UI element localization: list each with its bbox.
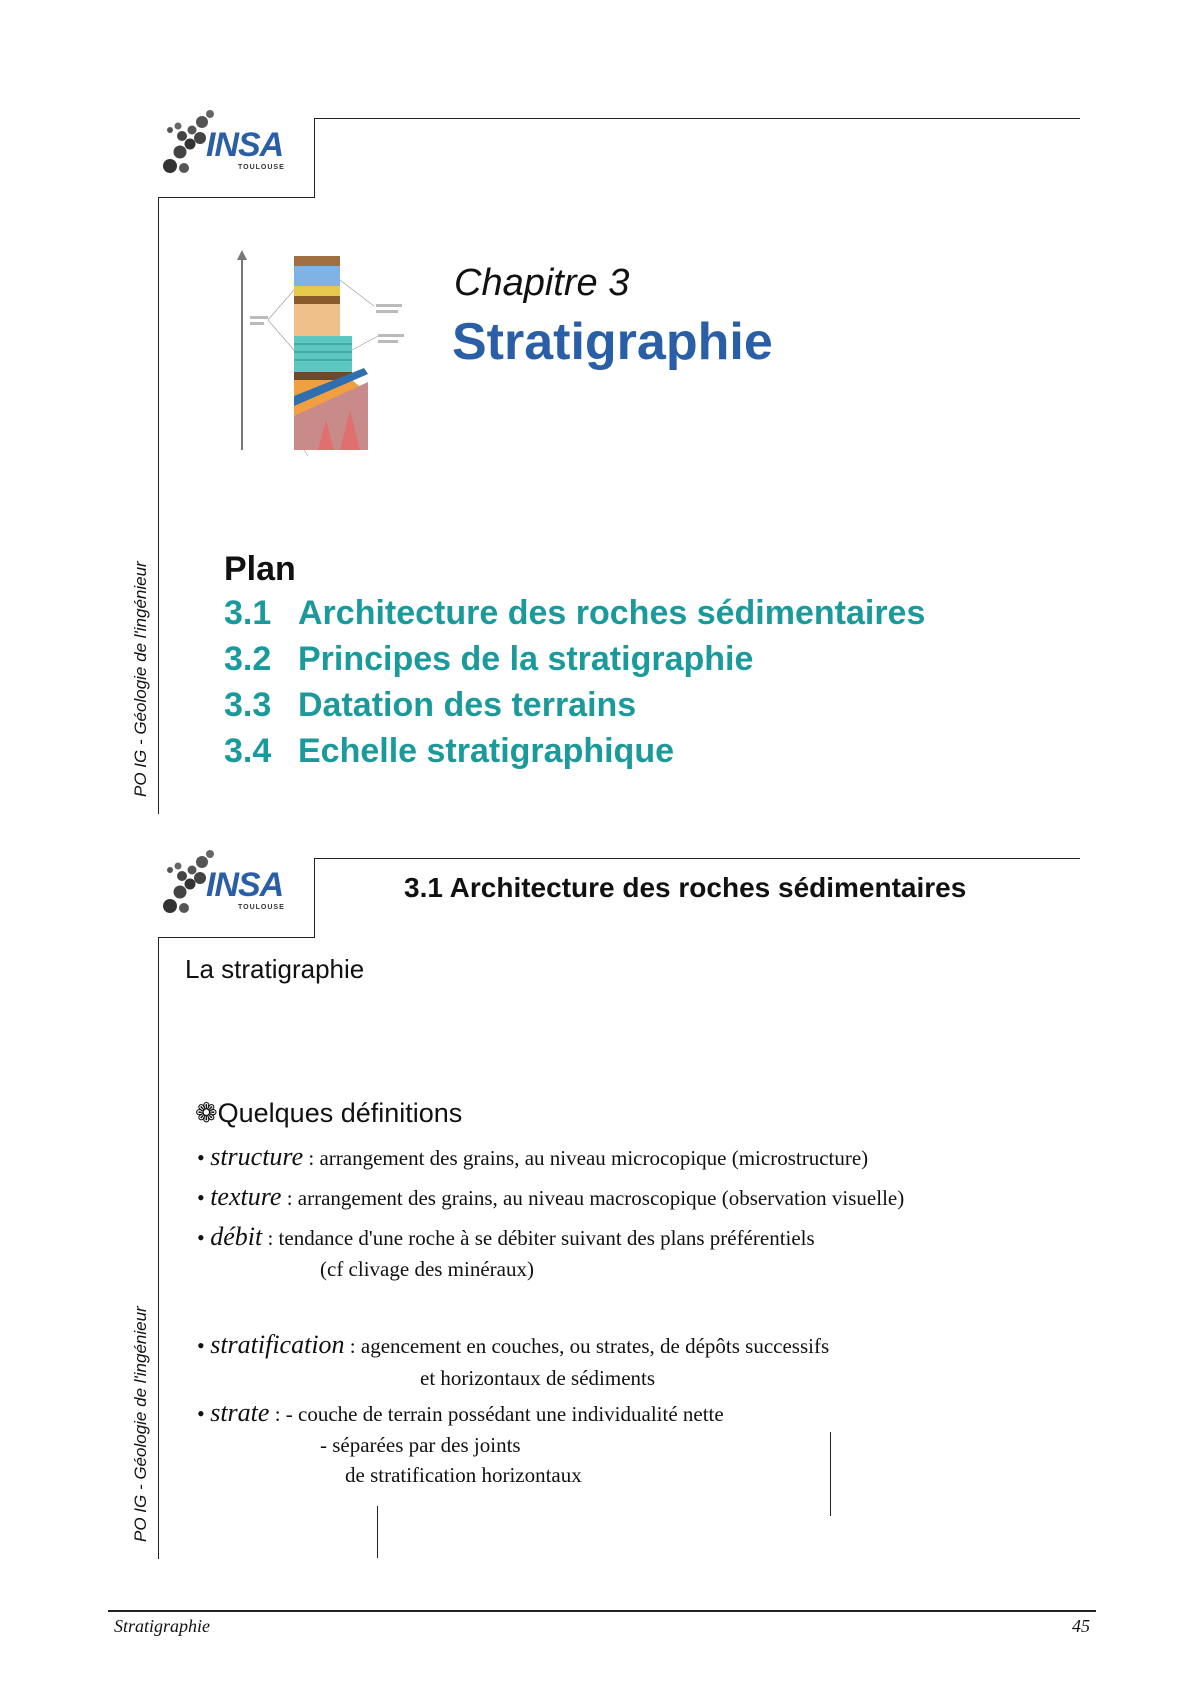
slide2-logo-rule xyxy=(158,937,315,938)
chapter-title: Stratigraphie xyxy=(452,313,773,371)
definitions-title xyxy=(195,1098,462,1129)
plan-item-3-3 xyxy=(224,686,636,725)
insa-logo-subtext: TOULOUSE xyxy=(238,164,285,171)
definition-continuation: de stratification horizontaux xyxy=(345,1463,582,1487)
footer-rule xyxy=(108,1610,1096,1612)
strata-diagram xyxy=(228,250,418,460)
plan-item-label: Echelle stratigraphique xyxy=(298,732,674,770)
stratigraphy-illustration xyxy=(228,250,418,460)
bullet-icon: • xyxy=(197,1333,211,1358)
definition-stratification xyxy=(197,1330,829,1360)
insa-logo-text: INSA xyxy=(206,126,284,164)
plan-item-number: 3.1 xyxy=(224,594,272,632)
slide2-left-rule xyxy=(158,937,159,1559)
chapter-number: Chapitre 3 xyxy=(454,262,630,304)
bullet-icon: • xyxy=(197,1401,211,1426)
slide2-top-rule xyxy=(314,858,1080,859)
bullet-icon: • xyxy=(197,1185,211,1210)
definition-continuation: - séparées par des joints xyxy=(320,1433,521,1457)
definition-term: texture xyxy=(210,1182,282,1211)
page-number: 45 xyxy=(1072,1616,1090,1636)
plan-item-3-4 xyxy=(224,732,674,771)
definition-term: strate xyxy=(210,1398,270,1427)
section-heading: 3.1 Architecture des roches sédimentaires xyxy=(404,872,967,903)
definition-term: structure xyxy=(210,1142,304,1171)
definition-strate xyxy=(197,1398,724,1428)
plan-item-number: 3.2 xyxy=(224,640,272,678)
plan-item-number: 3.4 xyxy=(224,732,272,770)
slide1-logo-divider xyxy=(314,118,315,198)
definition-texture xyxy=(197,1182,904,1212)
definition-debit xyxy=(197,1222,815,1252)
joint-mark-left xyxy=(377,1506,378,1558)
definition-separator: : xyxy=(344,1334,361,1358)
definitions-title-text: Quelques définitions xyxy=(217,1098,463,1128)
plan-item-label: Datation des terrains xyxy=(298,686,637,724)
insa-logo xyxy=(156,108,296,188)
joint-mark-right xyxy=(830,1432,831,1516)
footer-title: Stratigraphie xyxy=(114,1616,211,1636)
definition-structure xyxy=(197,1142,868,1172)
definition-text: tendance d'une roche à se débiter suivant des plans préférentiels xyxy=(278,1226,815,1250)
insa-logo-subtext: TOULOUSE xyxy=(238,904,285,911)
definition-text: agencement en couches, ou strates, de dépôts successifs xyxy=(360,1334,830,1358)
definition-separator: : xyxy=(281,1186,298,1210)
definition-term: stratification xyxy=(210,1330,345,1359)
plan-title: Plan xyxy=(224,550,296,588)
slide1-top-rule xyxy=(314,118,1080,119)
slide1-side-label: PO IG - Géologie de l'ingénieur xyxy=(131,561,150,797)
insa-logo xyxy=(156,848,296,928)
definition-separator: : xyxy=(262,1226,279,1250)
bullet-icon: • xyxy=(197,1225,211,1250)
insa-logo-text: INSA xyxy=(206,866,284,904)
plan-item-number: 3.3 xyxy=(224,686,272,724)
definition-term: débit xyxy=(210,1222,263,1251)
definition-text: arrangement des grains, au niveau macroscopique (observation visuelle) xyxy=(297,1186,905,1210)
slide1-left-rule xyxy=(158,197,159,814)
flower-icon: ❁ xyxy=(195,1098,218,1128)
slide2-side-label: PO IG - Géologie de l'ingénieur xyxy=(131,1306,150,1542)
slide1-logo-rule xyxy=(158,197,315,198)
definition-text: arrangement des grains, au niveau microcopique (microstructure) xyxy=(319,1146,869,1170)
plan-item-label: Principes de la stratigraphie xyxy=(298,640,754,678)
section-subheading: La stratigraphie xyxy=(185,954,365,984)
definition-text: - couche de terrain possédant une individualité nette xyxy=(285,1402,724,1426)
slide2-logo-divider xyxy=(314,858,315,938)
bullet-icon: • xyxy=(197,1145,211,1170)
definition-continuation: et horizontaux de sédiments xyxy=(420,1366,656,1390)
plan-item-3-2 xyxy=(224,640,753,679)
plan-item-3-1 xyxy=(224,594,925,633)
definition-continuation: (cf clivage des minéraux) xyxy=(320,1257,534,1281)
definition-separator: : xyxy=(269,1402,286,1426)
plan-item-label: Architecture des roches sédimentaires xyxy=(298,594,926,632)
definition-separator: : xyxy=(303,1146,320,1170)
